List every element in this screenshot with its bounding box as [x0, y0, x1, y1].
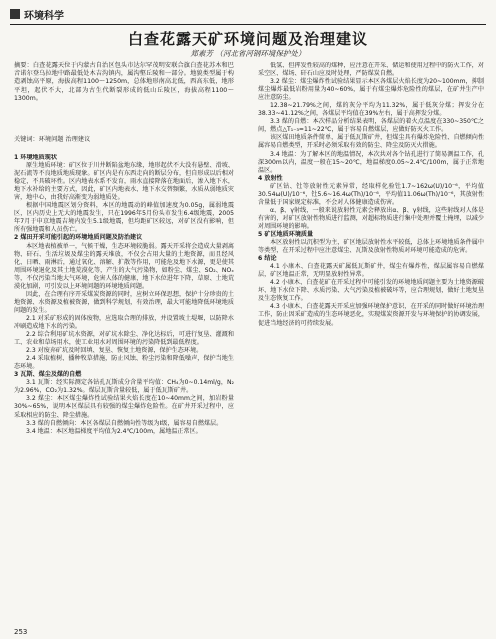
section-heading: 6 结论: [258, 255, 277, 263]
section-heading: 3 瓦斯、煤尘及煤的自燃: [14, 371, 82, 379]
paragraph: 因此，在合理有序开采煤炭资源的同时，应树立环保思想，保护十分珍贵的土地资源、水资源及植被资源，做到科学规划，有效治理，最大可能地降低环境地质问题的发生。: [14, 290, 234, 314]
section-header: [10, 6, 486, 25]
paragraph: 3.4 地温：本区地温梯度平均值为2.4℃/100m，属地温正常区。: [26, 427, 202, 435]
left-column: [14, 154, 234, 436]
paragraph: 4.2 小康木、白查花矿在开采过程中可能引发的环境地质问题主要为土地资源破坏、地下水位下降、水质污染、大气污染及植被破坏等，应合理规划，做好土地复垦及生态恢复工作。: [258, 279, 484, 303]
paragraph: 根据中国地震区划分资料，本区的地震动的峰值加速度为0.05g，属弱地震区，区内历史上无大的地震发生，只在1996年5月份头市发生6.4级地震，2005年7月于申京地震吉境内发生5.1级地震，但均距矿区较远，对矿区没有影响，但所有强地震和人员伤亡。: [14, 202, 234, 234]
section-heading: 4 放射性: [258, 174, 283, 182]
paragraph: 2.2 综合利用矿坑水资源，对矿坑水除尘、净化达标后，可进行复垦、灌溉和工、农业和草场用水，使工业用水对周围环境的污染降低到最低程度。: [14, 331, 234, 347]
paragraph: 本区地表植被单一，气候干燥，生态环境较脆弱。露天开采将会造成大量剥离物、矸石、生活垃圾及煤尘的露天堆放，不仅会占用大量的土地资源，而且经风化、日晒、雨淋后，通过氧化、溶解、扩散等作用，可能危及地下水源，更是使其周围环境退化及其土地荒漠化等，产生的大气污染物，如粉尘、煤尘、SO₂、NOₓ等，不仅污染当地大气环境，危害人体的健康，地下水位进年下降，草原、土地荒漠化加剧，可引发以上环境问题的环境地质问题。: [14, 242, 234, 290]
paragraph: 4.3 小康木、白查花露天开采应加强环境保护意识，在开采的同时做好环境治理工作，防止因采矿造成的生态环境恶化，实现煤炭资源开发与环境保护的协调发展，促进当地经济的可持续发展。: [258, 303, 484, 327]
paragraph: 3.3 煤的自燃：本次样品分析结果表明，各煤层的着火点温度在330~350℃之间，燃点△T₁₋₃=11~22℃，属于容易自燃煤层，应做好防灭火工作。: [258, 118, 484, 134]
paragraph: 低氢、但挥发性较高的煤种，应注意在开采、储运和使用过程中的防火工作，对采空区、煤场、矸石山应及时处理，严防煤炭自燃。: [258, 62, 484, 78]
paragraph: 3.2 煤尘：本区煤尘爆炸性试验结果火焰长度在10~40mm之间，加岩粉量30%~65%，说明本区煤层具有较强的煤尘爆炸危险性。在矿井开采过程中，应采取相应的防尘、降尘措施。: [14, 395, 234, 419]
article-title: 白查花露天矿环境问题及治理建议: [127, 30, 368, 48]
section-marker-icon: [10, 9, 20, 19]
paragraph: 该区煤田地质条件简单，属于低瓦斯矿井，但煤尘具有爆炸危险性、自燃倾向性属容易自燃类型，开采时必须采取有效的防尘、降尘及防灭火措施。: [258, 134, 484, 150]
section-label: 环境科学: [24, 11, 64, 22]
page-number: 253: [14, 628, 28, 636]
paragraph: 2.1 对采矿形成的固体废物，应选取合理的排放，并设置坡土堤堰，以防降水冲刷造成地下水的污染。: [14, 314, 234, 330]
paragraph: 2.3 对废弃矿坑及时回填、复垦、恢复土地资源，保护生态环境。: [26, 347, 203, 355]
paragraph: 3.2 煤尘：煤尘爆炸性试验结果显示本区各煤层火焰长度为20~100mm，抑制煤尘爆炸最低岩粉用量为40~60%，属于有煤尘爆炸危险性的煤层，在矿井生产中应注意防尘。: [258, 78, 484, 102]
paragraph: 矿区钻、钍等放射性元素异常，经取样化验钍1.7~162ω(U)/10⁻⁶，平均值30.54ω(U)/10⁻⁶，钍5.6~16.4ω(Th)/10⁻⁶，平均值11.06ω(Th)/10⁻⁶，其放射性含量低于国家规定标准，不会对人体健康造成伤害。: [258, 182, 484, 206]
paragraph: 原生地质环境：矿区位于川井断陷盆地东缘，地形起伏不大没有悬壁、滑坡、泥石流等不良地质地质现象。矿区内是有东西走向的断层分布，但自形成以后相对稳定，不具破坏性。区内地表水系不发育，雨水直接降落在地面后，渗入地下水，地下水补给的主要方式，因此，矿区内地表水、地下水交替频繁，水质从弱地质灾害，地中心，由我好高渐变为弱地质处。: [14, 162, 234, 202]
paragraph: 2.4 采取植树、播种牧草措施，防止风蚀、粉尘污染和降低噪声，保护当地生态环境。: [14, 355, 234, 371]
paragraph: 4.1 小康木、白查花露天矿属低瓦斯矿井，煤尘有爆炸性，煤层属容易自燃煤层，矿区地温正常，无明显放射性异常。: [258, 263, 484, 279]
section-heading: 1 环境地质现状: [14, 154, 57, 161]
paragraph: α、β、γ射线，一般来说放射性元素会释放出α、β、γ射线，这些射线对人体是有害的，对矿区放射性物质进行监测，对超标物质进行集中处理并覆土掩埋，以减少对周围环境的影响。: [258, 206, 484, 230]
keywords: 关键词：环境问题 治理建议: [14, 136, 91, 143]
paragraph: 3.3 煤的自燃倾向：本区各煤层自燃倾向性等级为Ⅰ级，属容易自燃煤层。: [26, 419, 223, 427]
abstract: 摘要：白查花露天位于内蒙古自治区包头市达尔罕茂明安联合旗白查花苏木和巴音诺尔登乌拉地中路最低处木吉沟镇内，属沟壑丘陵和一部分。地貌类型属于构造剥蚀高平原，海拔高程1100～1250m，总体地形南高北低，西高东低，地形平坦，起伏不大，北部为古生代断裂形成的低山丘陵区，海拔高程1100～1300m。: [14, 62, 234, 102]
paragraph: 3.4 地温：为了解本区的地温情况，本次共对各个钻孔进行了简易测温工作，孔深300m以内，温度一般在15~20℃，地温梯度0.05~2.4℃/100m，属于正常地温区。: [258, 150, 484, 174]
paragraph: 3.1 瓦斯：经实际测定各钻孔瓦斯成分含量平均值：CH₄为0~0.14ml/g，N₂为2.96%，CO₂为1.32%。煤层瓦斯含量较低，属于低瓦斯矿井。: [14, 379, 234, 395]
article-author: 郑素芳 （河北省河钢环境保护处）: [190, 49, 306, 58]
section-heading: 5 矿区地质环境质量: [258, 230, 314, 238]
section-heading: 2 煤田开采可能引起的环境地质问题及防治建议: [14, 234, 143, 242]
paragraph: 12.38~21.79%之间，煤的灰分平均为11.32%，属于低灰分煤；挥发分在38.33~41.12%之间，各煤层平均值在39%左右，属于高挥发分煤。: [258, 102, 484, 118]
paragraph: 本区放射性以沉积型为主，矿区地层放射性水平较低，总体上环境地质条件属中等类型，在开采过程中应注意煤尘、瓦斯及放射性物质对环境可能造成的危害。: [258, 239, 484, 255]
right-column: [258, 62, 484, 328]
